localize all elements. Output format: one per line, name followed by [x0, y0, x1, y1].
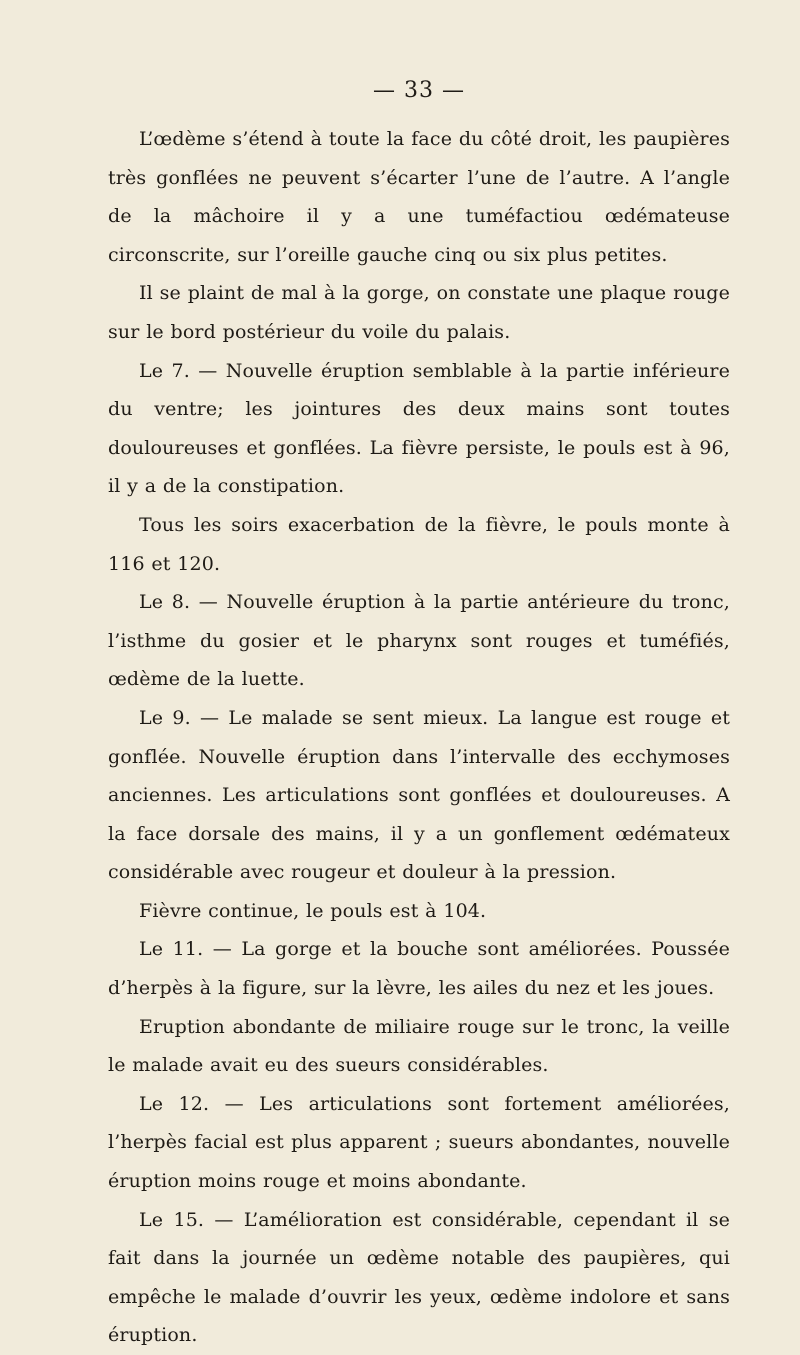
page-number: — 33 —	[373, 78, 465, 103]
paragraph-2: Il se plaint de mal à la gorge, on constate une plaque rouge sur le bord postérieur du voile du palais.	[108, 282, 730, 343]
paragraph-1: L’œdème s’étend à toute la face du côté droit, les paupières très gonflées ne peuvent s’écarter l’une de l’autre. A l’angle de la mâchoire il y a une tuméfactiou œdémateuse circonscrite, sur l’oreille gauche cinq ou six plus petites.	[108, 128, 730, 266]
paragraph-6: Le 9. — Le malade se sent mieux. La langue est rouge et gonflée. Nouvelle éruption dans l’intervalle des ecchymoses anciennes. Les articulations sont gonflées et douloureuses. A la face dorsale des mains, il y a un gonflement œdémateux considérable avec rougeur et douleur à la pression.	[108, 706, 730, 884]
paragraph-4: Tous les soirs exacerbation de la fièvre, le pouls monte à 116 et 120.	[108, 513, 730, 575]
paragraph-3: Le 7. — Nouvelle éruption semblable à la partie inférieure du ventre; les jointures des deux mains sont toutes douloureuses et gonflées. La fièvre persiste, le pouls est à 96, il y a de la constipation.	[108, 359, 730, 498]
paragraph-7: Fièvre continue, le pouls est à 104.	[139, 899, 487, 922]
paragraph-8: Le 11. — La gorge et la bouche sont améliorées. Poussée d’herpès à la figure, sur la lèvre, les ailes du nez et les joues.	[108, 938, 730, 1000]
paragraph-5: Le 8. — Nouvelle éruption à la partie antérieure du tronc, l’isthme du gosier et le pharynx sont rouges et tuméfiés, œdème de la luette.	[108, 591, 730, 691]
paragraph-11: Le 15. — L’amélioration est considérable, cependant il se fait dans la journée un œdème notable des paupières, qui empêche le malade d’ouvrir les yeux, œdème indolore et sans éruption.	[108, 1208, 730, 1347]
paragraph-9: Eruption abondante de miliaire rouge sur le tronc, la veille le malade avait eu des sueurs considérables.	[108, 1015, 730, 1077]
paragraph-10: Le 12. — Les articulations sont fortement améliorées, l’herpès facial est plus apparent ; sueurs abondantes, nouvelle éruption moins rouge et moins abondante.	[108, 1092, 730, 1193]
